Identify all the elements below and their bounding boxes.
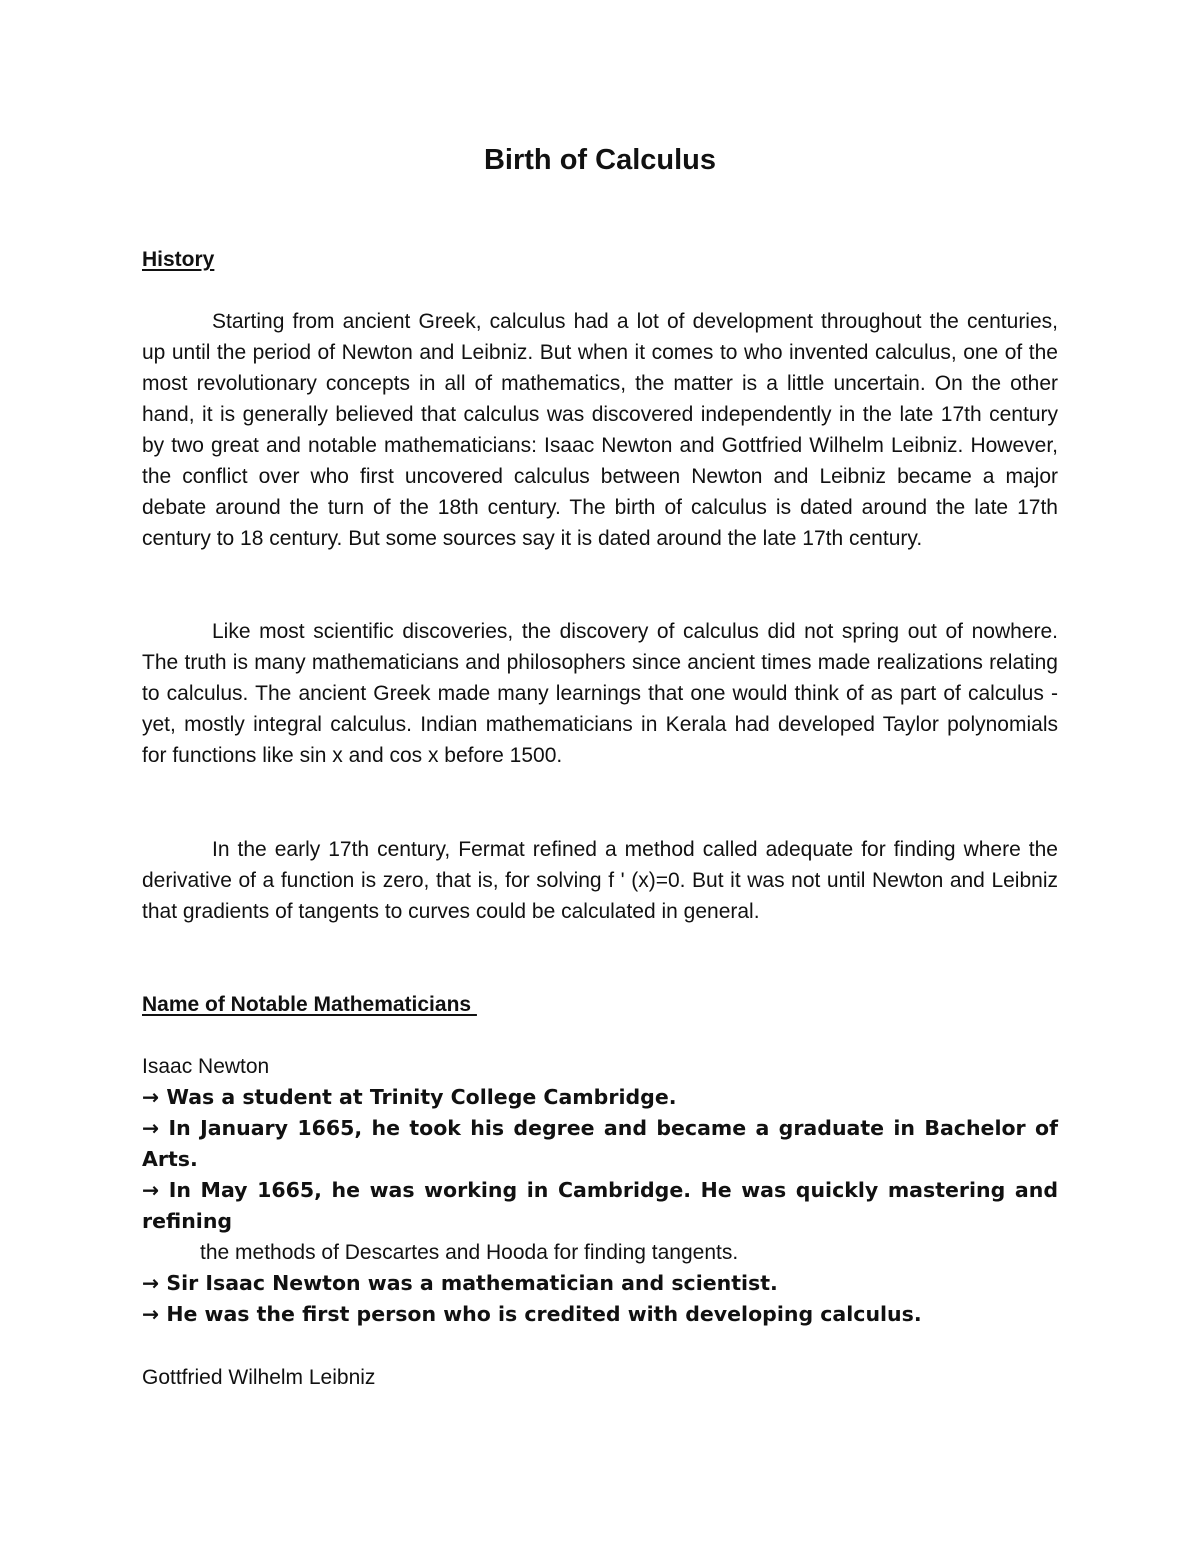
newton-fact-3-continuation: the methods of Descartes and Hooda for finding tangents. <box>200 1241 739 1264</box>
list-item <box>142 1299 1058 1330</box>
history-paragraph-1: Starting from ancient Greek, calculus had a lot of development throughout the centuries, up until the period of Newton and Leibniz. But when it comes to who invented calculus, one of the most revolutionary concepts in all of mathematics, the matter is a little uncertain. On the other hand, it is generally believed that calculus was discovered independently in the late 17th century by two great and notable mathematicians: Isaac Newton and Gottfried Wilhelm Leibniz. However, the conflict over who first uncovered calculus between Newton and Leibniz became a major debate around the turn of the 18th century. The birth of calculus is dated around the late 17th century to 18 century. But some sources say it is dated around the late 17th century. <box>142 310 1058 550</box>
newton-fact-2: In January 1665, he took his degree and became a graduate in Bachelor of Arts. <box>142 1116 1058 1171</box>
leibniz-name: Gottfried Wilhelm Leibniz <box>142 1366 376 1389</box>
document-title: Birth of Calculus <box>483 144 716 176</box>
newton-fact-5: He was the first person who is credited with developing calculus. <box>166 1302 922 1326</box>
arrow-icon: → <box>142 1085 160 1109</box>
list-item <box>142 1268 1058 1299</box>
arrow-icon: → <box>142 1302 160 1326</box>
newton-facts-list <box>142 1082 1058 1330</box>
newton-fact-1: Was a student at Trinity College Cambridge. <box>166 1085 677 1109</box>
history-heading: History <box>142 248 215 271</box>
arrow-icon: → <box>142 1271 160 1295</box>
arrow-icon: → <box>142 1116 160 1140</box>
list-item <box>142 1113 1058 1175</box>
history-paragraph-3: In the early 17th century, Fermat refined a method called adequate for finding where the derivative of a function is zero, that is, for solving f ' (x)=0. But it was not until Newton and Leibniz that gradients of tangents to curves could be calculated in general. <box>142 838 1058 923</box>
list-item <box>142 1175 1058 1237</box>
newton-name: Isaac Newton <box>142 1055 270 1078</box>
history-paragraph-2: Like most scientific discoveries, the discovery of calculus did not spring out of nowhere. The truth is many mathematicians and philosophers since ancient times made realizations relating to calculus. The ancient Greek made many learnings that one would think of as part of calculus - yet, mostly integral calculus. Indian mathematicians in Kerala had developed Taylor polynomials for functions like sin x and cos x before 1500. <box>142 620 1058 767</box>
newton-fact-3: In May 1665, he was working in Cambridge. He was quickly mastering and refining <box>142 1178 1059 1233</box>
list-item <box>142 1082 1058 1113</box>
newton-fact-4: Sir Isaac Newton was a mathematician and scientist. <box>166 1271 778 1295</box>
arrow-icon: → <box>142 1178 160 1202</box>
mathematicians-heading: Name of Notable Mathematicians <box>142 993 477 1016</box>
